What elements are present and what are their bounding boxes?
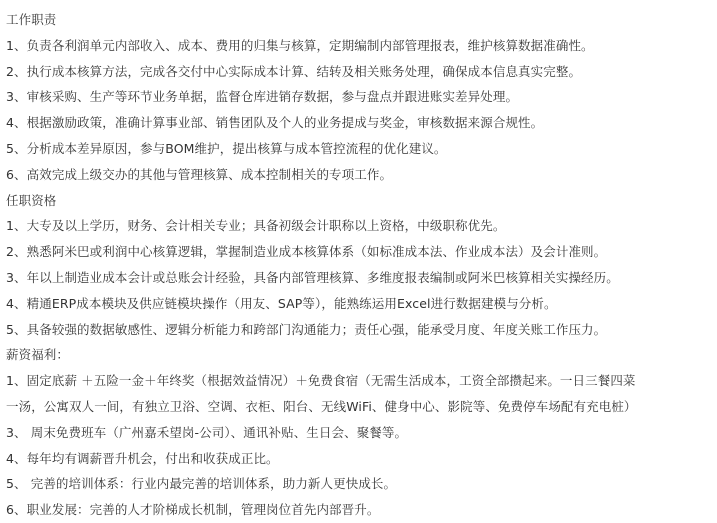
list-item: 2、执行成本核算方法，完成各交付中心实际成本计算、结转及相关账务处理，确保成本信息真实完整。	[6, 63, 582, 79]
list-item: 5、 完善的培训体系：行业内最完善的培训体系，助力新人更快成长。	[6, 476, 397, 492]
list-item: 5、分析成本差异原因，参与BOM维护，提出核算与成本管控流程的优化建议。	[6, 140, 447, 156]
list-item: 1、负责各利润单元内部收入、成本、费用的归集与核算，定期编制内部管理报表，维护核算数据准确性。	[6, 37, 594, 53]
list-item: 6、职业发展：完善的人才阶梯成长机制，管理岗位首先内部晋升。	[6, 502, 380, 518]
job-description	[6, 7, 714, 523]
list-item: 4、根据激励政策，准确计算事业部、销售团队及个人的业务提成与奖金，审核数据来源合规性。	[6, 115, 544, 131]
section-heading: 薪资福利：	[6, 347, 70, 363]
section-heading: 任职资格	[6, 192, 57, 208]
list-item: 一汤，公寓双人一间，有独立卫浴、空调、衣柜、阳台、无线WiFi、健身中心、影院等、免费停车场配有充电桩）	[6, 398, 637, 414]
list-item: 1、大专及以上学历，财务、会计相关专业；具备初级会计职称以上资格，中级职称优先。	[6, 218, 506, 234]
list-item: 4、精通ERP成本模块及供应链模块操作（用友、SAP等），能熟练运用Excel进行数据建模与分析。	[6, 295, 557, 311]
list-item: 3、审核采购、生产等环节业务单据，监督仓库进销存数据，参与盘点并跟进账实差异处理。	[6, 89, 519, 105]
list-item: 4、每年均有调薪晋升机会，付出和收获成正比。	[6, 450, 279, 466]
list-item: 6、高效完成上级交办的其他与管理核算、成本控制相关的专项工作。	[6, 166, 393, 182]
section-qualifications	[6, 188, 714, 343]
list-item: 5、具备较强的数据敏感性、逻辑分析能力和跨部门沟通能力；责任心强，能承受月度、年度关账工作压力。	[6, 321, 607, 337]
section-benefits	[6, 342, 714, 523]
list-item: 2、熟悉阿米巴或利润中心核算逻辑，掌握制造业成本核算体系（如标准成本法、作业成本法）及会计准则。	[6, 244, 607, 260]
section-heading: 工作职责	[6, 12, 57, 27]
list-item: 3、年以上制造业成本会计或总账会计经验，具备内部管理核算、多维度报表编制或阿米巴核算相关实操经历。	[6, 269, 619, 285]
list-item: 3、 周末免费班车（广州嘉禾望岗-公司）、通讯补贴、生日会、聚餐等。	[6, 424, 408, 440]
list-item: 1、固定底薪 ＋五险一金＋年终奖（根据效益情况）＋免费食宿（无需生活成本，工资全部攒起来。一日三餐四菜	[6, 373, 636, 389]
section-responsibilities	[6, 7, 714, 188]
